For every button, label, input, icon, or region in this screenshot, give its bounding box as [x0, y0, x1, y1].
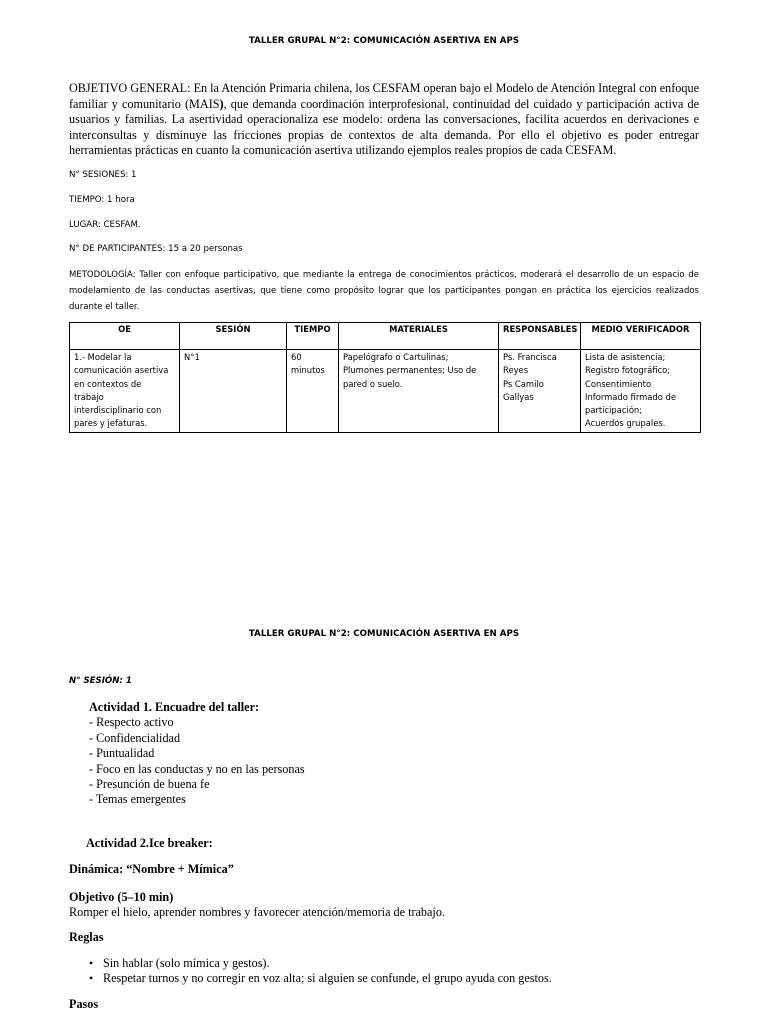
- cell-line: trabajo: [74, 391, 104, 402]
- rules-title: Reglas: [69, 930, 104, 944]
- cell-line: Acuerdos grupales.: [585, 418, 666, 429]
- bullet-icon: •: [89, 971, 94, 985]
- cell-line: en contextos de: [74, 378, 142, 389]
- cell-oe: [70, 350, 180, 433]
- list-item: • Sin hablar (solo mímica y gestos).: [89, 956, 270, 970]
- activity-objective-text: Romper el hielo, aprender nombres y favorecer atención/memoria de trabajo.: [69, 905, 445, 919]
- cell-line: pares y jefaturas.: [74, 418, 148, 429]
- activity-objective: [69, 890, 445, 920]
- cell-line: Plumones permanentes; Uso de: [343, 365, 477, 376]
- general-objective-text-b: , que demanda coordinación interprofesional, continuidad del cuidado y participación activa de usuarios y familias. La asertividad operacionaliza ese modelo: ordena las conversaciones, facilita acuerdos en derivaciones e interconsultas y disminuye las fricciones propias de contextos de alta demanda. Por ello el objetivo es poder entregar herramientas prácticas en cuanto la comunicación asertiva utilizando ejemplos reales propios de cada CESFAM.: [69, 96, 700, 158]
- cell-line: comunicación asertiva: [74, 365, 169, 376]
- methodology-paragraph: METODOLOGÍA: Taller con enfoque participativo, que mediante la entrega de conocimientos prácticos, moderará el desarrollo de un espacio de modelamiento de las conductas asertivas, que tiene como propósito lograr que los participantes pongan en práctica los ejercicios realizados durante el taller.: [69, 270, 699, 312]
- planning-table: [69, 322, 701, 433]
- cell-materials: [339, 350, 499, 433]
- bullet-icon: •: [89, 956, 94, 970]
- cell-line: 1.- Modelar la: [74, 352, 132, 362]
- cell-line: minutos: [291, 365, 325, 376]
- rules-list: [69, 956, 709, 986]
- cell-line: pared o suelo.: [343, 378, 403, 389]
- list-item: - Presunción de buena fe: [89, 777, 210, 792]
- cell-line: Registro fotográfico;: [585, 365, 671, 376]
- location: LUGAR: CESFAM.: [69, 220, 141, 230]
- cell-line: Reyes: [503, 365, 529, 376]
- steps-title: Pasos: [69, 997, 99, 1011]
- activity-1-title: Actividad 1. Encuadre del taller:: [89, 700, 260, 714]
- cell-line: N°1: [184, 352, 200, 362]
- list-item: - Foco en las conductas y no en las personas: [89, 761, 305, 776]
- table-header-cell: TIEMPO: [287, 323, 339, 350]
- cell-line: Informado firmado de: [585, 391, 676, 402]
- cell-line: Lista de asistencia;: [585, 352, 666, 362]
- table-header-row: [70, 323, 701, 350]
- general-objective-paragraph: [69, 81, 699, 159]
- dynamic-title: Dinámica: “Nombre + Mímica”: [69, 862, 234, 876]
- cell-line: 60: [291, 352, 302, 362]
- general-objective-text-a: En la Atención Primaria chilena, los CESFAM operan bajo el Modelo de Atención Integral con enfoque familiar y comunitario (MAIS: [69, 81, 699, 111]
- cell-line: interdisciplinario con: [74, 405, 162, 416]
- general-objective-label: OBJETIVO GENERAL:: [69, 81, 191, 95]
- activity-2-title: Actividad 2.Ice breaker:: [86, 836, 213, 850]
- duration: TIEMPO: 1 hora: [69, 195, 135, 205]
- sessions-count: N° SESIONES: 1: [69, 170, 137, 180]
- list-item: - Temas emergentes: [89, 792, 186, 807]
- list-item: - Puntualidad: [89, 746, 155, 761]
- page-title: TALLER GRUPAL N°2: COMUNICACIÓN ASERTIVA EN APS: [248, 36, 520, 46]
- cell-line: Ps Camilo: [503, 378, 544, 389]
- page-title-repeat: TALLER GRUPAL N°2: COMUNICACIÓN ASERTIVA EN APS: [248, 629, 520, 639]
- cell-line: Ps. Francisca: [503, 352, 557, 362]
- cell-line: Papelógrafo o Cartulinas;: [343, 352, 449, 362]
- list-item: - Respecto activo: [89, 715, 174, 730]
- table-header-cell: MEDIO VERIFICADOR: [581, 323, 701, 350]
- general-objective-paren: ): [219, 96, 224, 111]
- activity-1: [89, 700, 305, 808]
- table-header-cell: MATERIALES: [339, 323, 499, 350]
- cell-session: [180, 350, 287, 433]
- table-header-cell: RESPONSABLES: [499, 323, 581, 350]
- list-item: • Respetar turnos y no corregir en voz alta; si alguien se confunde, el grupo ayuda con gestos.: [89, 971, 552, 985]
- cell-line: Consentimiento: [585, 378, 652, 389]
- cell-line: Gallyas: [503, 391, 534, 402]
- cell-responsible: [499, 350, 581, 433]
- session-number: N° SESIÓN: 1: [69, 676, 132, 686]
- activity-objective-title: Objetivo (5–10 min): [69, 890, 174, 904]
- table-header-cell: OE: [70, 323, 180, 350]
- participants-count: N° DE PARTICIPANTES: 15 a 20 personas: [69, 244, 243, 254]
- table-row: [70, 350, 701, 433]
- table-header-cell: SESIÓN: [180, 323, 287, 350]
- cell-verifier: [581, 350, 701, 433]
- list-item: - Confidencialidad: [89, 730, 181, 745]
- cell-line: participación;: [585, 405, 643, 416]
- cell-time: [287, 350, 339, 433]
